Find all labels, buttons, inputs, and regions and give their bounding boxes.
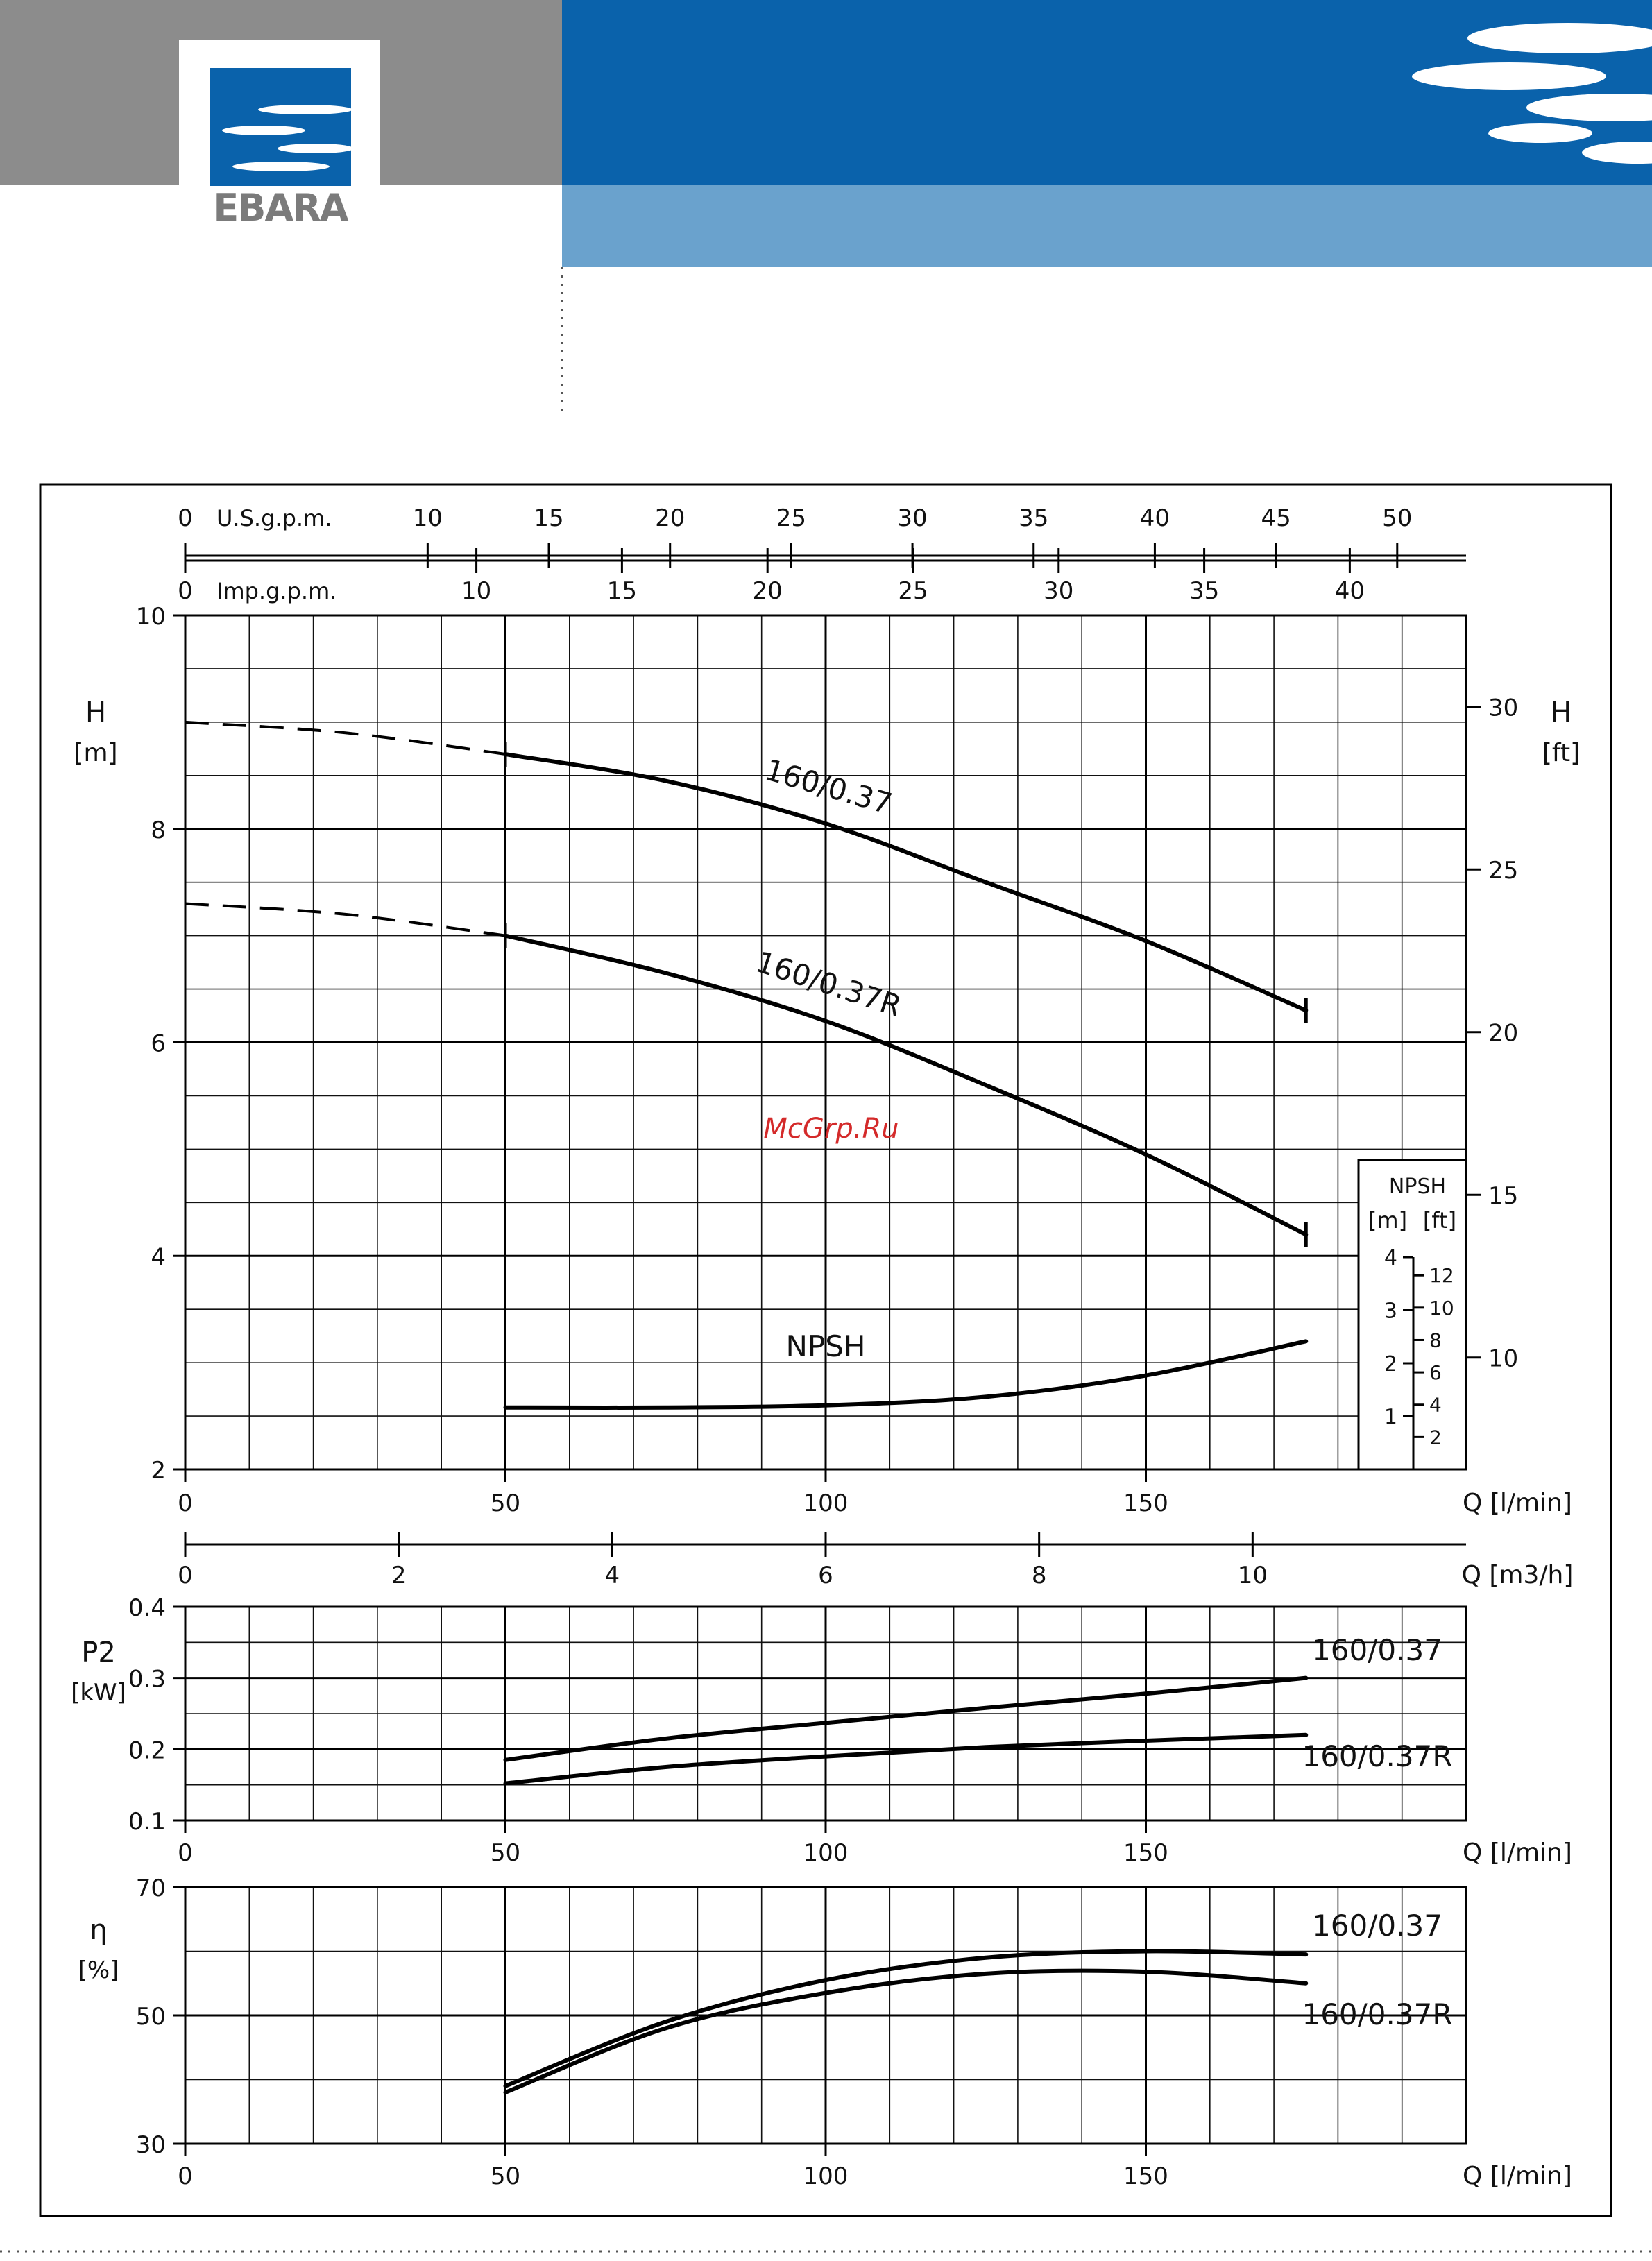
y-axis-unit: [kW] [71,1679,126,1707]
x2-axis-label: Q [m3/h] [1461,1561,1574,1589]
series-label: 160/0.37R [1302,1997,1453,2031]
x-tick-label: 0 [178,2162,193,2190]
y-axis-unit: [%] [78,1956,119,1984]
npsh-unit-m: [m] [1368,1207,1408,1234]
x-tick-label: 0 [178,1490,193,1517]
power-chart [71,1594,1572,1867]
y-tick-label: 6 [151,1030,166,1058]
x-tick-label: 150 [1123,1839,1168,1867]
npsh-inset-title: NPSH [1388,1175,1447,1199]
x-axis-label: Q [l/min] [1463,2162,1572,2190]
x-tick-label: 100 [803,1839,849,1867]
y-axis-unit: [m] [74,739,118,767]
y-tick-label: 0.4 [128,1594,166,1622]
imp-gpm-tick-label: 20 [752,577,783,605]
npsh-ft-tick: 6 [1429,1361,1442,1385]
y2-axis-label: H [1550,697,1572,728]
series-line-160/0.37R [506,1971,1306,2092]
logo-text: EBARA [213,186,348,230]
imp-gpm-tick-label: 30 [1044,577,1074,605]
npsh-ft-tick: 2 [1429,1426,1442,1449]
series-line-160/0.37R [506,936,1306,1235]
imp-gpm-axis-label: Imp.g.p.m. [216,578,337,604]
us-gpm-tick-label: 45 [1261,504,1291,532]
us-gpm-tick-label: 40 [1139,504,1170,532]
npsh-ft-tick: 10 [1429,1296,1454,1320]
x-tick-label: 150 [1123,2162,1168,2190]
y2-tick-label: 30 [1488,694,1519,722]
npsh-m-tick: 2 [1383,1352,1397,1376]
y2-axis-unit: [ft] [1542,739,1581,767]
npsh-m-tick: 1 [1383,1405,1397,1430]
series-line-160/0.37 [506,1678,1306,1760]
series-label: 160/0.37R [751,944,906,1024]
x2-tick-label: 6 [818,1562,833,1589]
us-gpm-axis-label: U.S.g.p.m. [216,505,332,531]
x2-tick-label: 4 [604,1562,620,1589]
series-label: 160/0.37 [1312,1909,1442,1943]
us-gpm-tick-label: 0 [178,504,193,532]
us-gpm-tick-label: 10 [412,504,443,532]
x-tick-label: 50 [490,2162,521,2190]
y-tick-label: 4 [151,1243,166,1272]
npsh-ft-tick: 4 [1429,1393,1442,1417]
x-tick-label: 50 [490,1839,521,1867]
series-label: 160/0.37 [1312,1633,1442,1667]
imp-gpm-tick-label: 40 [1334,577,1365,605]
y-tick-label: 0.3 [128,1665,166,1693]
y2-tick-label: 20 [1488,1019,1519,1048]
x-axis-label: Q [l/min] [1463,1838,1572,1867]
imp-gpm-tick-label: 35 [1189,577,1220,605]
y-axis-label: H [85,697,107,728]
series-label: NPSH [785,1329,866,1363]
watermark: McGrp.Ru [763,1113,899,1145]
y-tick-label: 10 [135,603,166,631]
x-tick-label: 0 [178,1839,193,1867]
npsh-unit-ft: [ft] [1422,1207,1457,1234]
imp-gpm-tick-label: 15 [606,577,638,605]
y-axis-label: P2 [81,1637,116,1669]
imp-gpm-tick-label: 10 [461,577,492,605]
x2-tick-label: 10 [1237,1562,1268,1589]
y-tick-label: 70 [135,1875,166,1902]
x-tick-label: 100 [803,2162,849,2190]
series-label: 160/0.37R [1302,1739,1453,1773]
series-line-160/0.37 [506,1951,1306,2085]
imp-gpm-tick-label: 25 [898,577,928,605]
imp-gpm-tick-label: 0 [178,577,193,605]
series-extension-160/0.37 [185,722,506,754]
y-axis-label: η [90,1914,108,1946]
npsh-ft-tick: 8 [1429,1329,1442,1352]
y2-tick-label: 25 [1488,857,1519,885]
y2-tick-label: 15 [1488,1182,1519,1211]
x2-tick-label: 0 [178,1562,193,1589]
x-tick-label: 100 [803,1490,849,1517]
us-gpm-tick-label: 20 [655,504,686,532]
y-tick-label: 8 [151,816,166,844]
npsh-m-tick: 4 [1383,1246,1397,1270]
y-tick-label: 30 [135,2131,166,2159]
us-gpm-tick-label: 15 [534,504,564,532]
y-tick-label: 50 [135,2003,166,2031]
series-line-NPSH [506,1341,1306,1408]
x-tick-label: 50 [490,1490,521,1517]
efficiency-chart [78,1875,1572,2190]
series-extension-160/0.37R [185,903,506,935]
series-label: 160/0.37 [760,752,896,821]
us-gpm-tick-label: 30 [897,504,928,532]
x2-tick-label: 2 [391,1562,407,1589]
x2-tick-label: 8 [1031,1562,1047,1589]
y-tick-label: 0.2 [128,1737,166,1765]
x-axis-label: Q [l/min] [1463,1489,1572,1517]
npsh-m-tick: 3 [1383,1299,1397,1324]
npsh-ft-tick: 12 [1429,1264,1454,1288]
y2-tick-label: 10 [1488,1345,1519,1373]
us-gpm-tick-label: 35 [1019,504,1049,532]
y-tick-label: 2 [151,1457,166,1485]
us-gpm-tick-label: 50 [1382,504,1413,532]
y-tick-label: 0.1 [128,1808,166,1836]
us-gpm-tick-label: 25 [776,504,807,532]
head-chart [74,504,1580,1589]
x-tick-label: 150 [1123,1490,1168,1517]
